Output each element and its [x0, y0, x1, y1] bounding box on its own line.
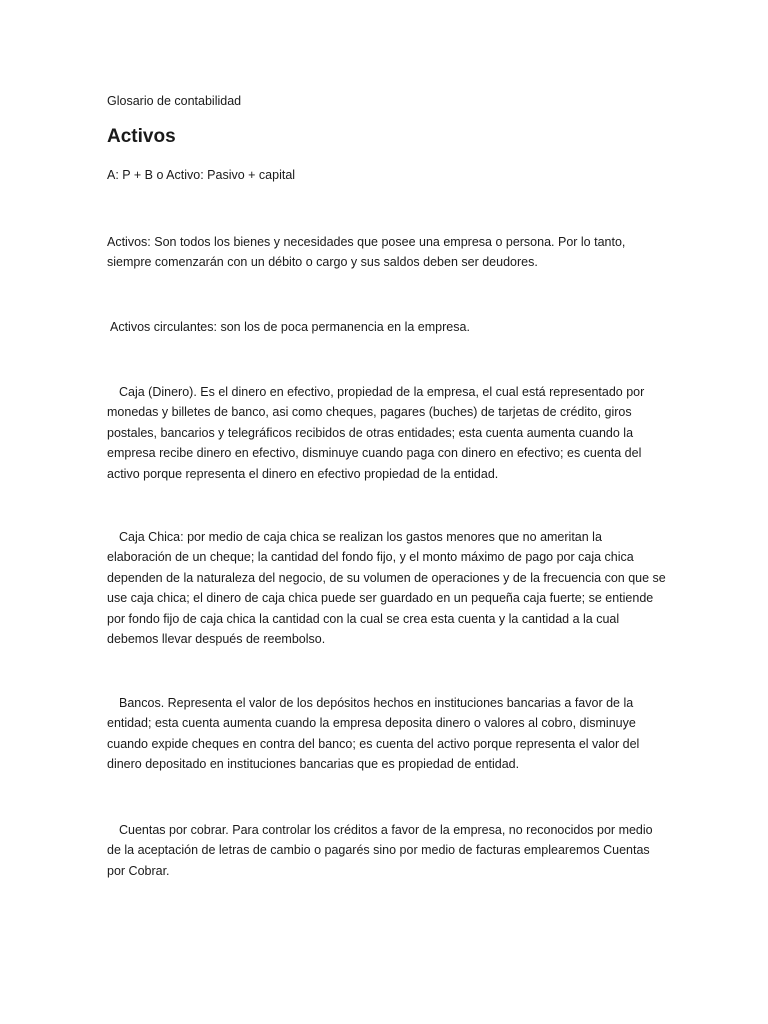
paragraph-text: Caja Chica: por medio de caja chica se realizan los gastos menores que no ameritan la elaboración de un cheque; la cantidad del fondo fijo, y el monto máximo de pago por caja chica dependen de la naturaleza del negocio, de su volumen de operaciones y de la frecuencia con que se use caja chica; el dinero de caja chica puede ser guardado en un pequeña caja fuerte; se entiende por fondo fijo de caja chica la cantidad con la cual se crea esta cuenta y la cantidad a la cual debemos llevar después de reembolso. [107, 530, 666, 647]
paragraph-bancos [107, 693, 667, 775]
paragraph-text: Bancos. Representa el valor de los depósitos hechos en instituciones bancarias a favor de la entidad; esta cuenta aumenta cuando la empresa deposita dinero o valores al cobro, disminuye cuando expide cheques en contra del banco; es cuenta del activo porque representa el valor del dinero depositado en instituciones bancarias que es propiedad de entidad. [107, 696, 640, 772]
document-subtitle: Glosario de contabilidad [107, 94, 242, 108]
paragraph-caja [107, 382, 667, 484]
paragraph-caja-chica [107, 527, 667, 649]
paragraph-cuentas-por-cobrar [107, 820, 667, 881]
accounting-formula: A: P + B o Activo: Pasivo + capital [107, 168, 296, 182]
paragraph-activos [107, 232, 667, 273]
paragraph-text: Activos circulantes: son los de poca permanencia en la empresa. [110, 320, 470, 334]
section-heading: Activos [107, 126, 176, 147]
paragraph-activos-circulantes [107, 317, 667, 337]
paragraph-text: Caja (Dinero). Es el dinero en efectivo, propiedad de la empresa, el cual está representado por monedas y billetes de banco, asi como cheques, pagares (buches) de tarjetas de crédito, giros postales, bancarios y telegráficos recibidos de otras entidades; esta cuenta aumenta cuando la empresa recibe dinero en efectivo, disminuye cuando paga con dinero en efectivo; es cuenta del activo porque representa el dinero en efectivo propiedad de la entidad. [107, 385, 645, 481]
paragraph-text: Cuentas por cobrar. Para controlar los créditos a favor de la empresa, no reconocidos por medio de la aceptación de letras de cambio o pagarés sino por medio de facturas emplearemos Cuentas por Cobrar. [107, 823, 653, 878]
paragraph-text: Activos: Son todos los bienes y necesidades que posee una empresa o persona. Por lo tanto, siempre comenzarán con un débito o cargo y sus saldos deben ser deudores. [107, 235, 626, 270]
